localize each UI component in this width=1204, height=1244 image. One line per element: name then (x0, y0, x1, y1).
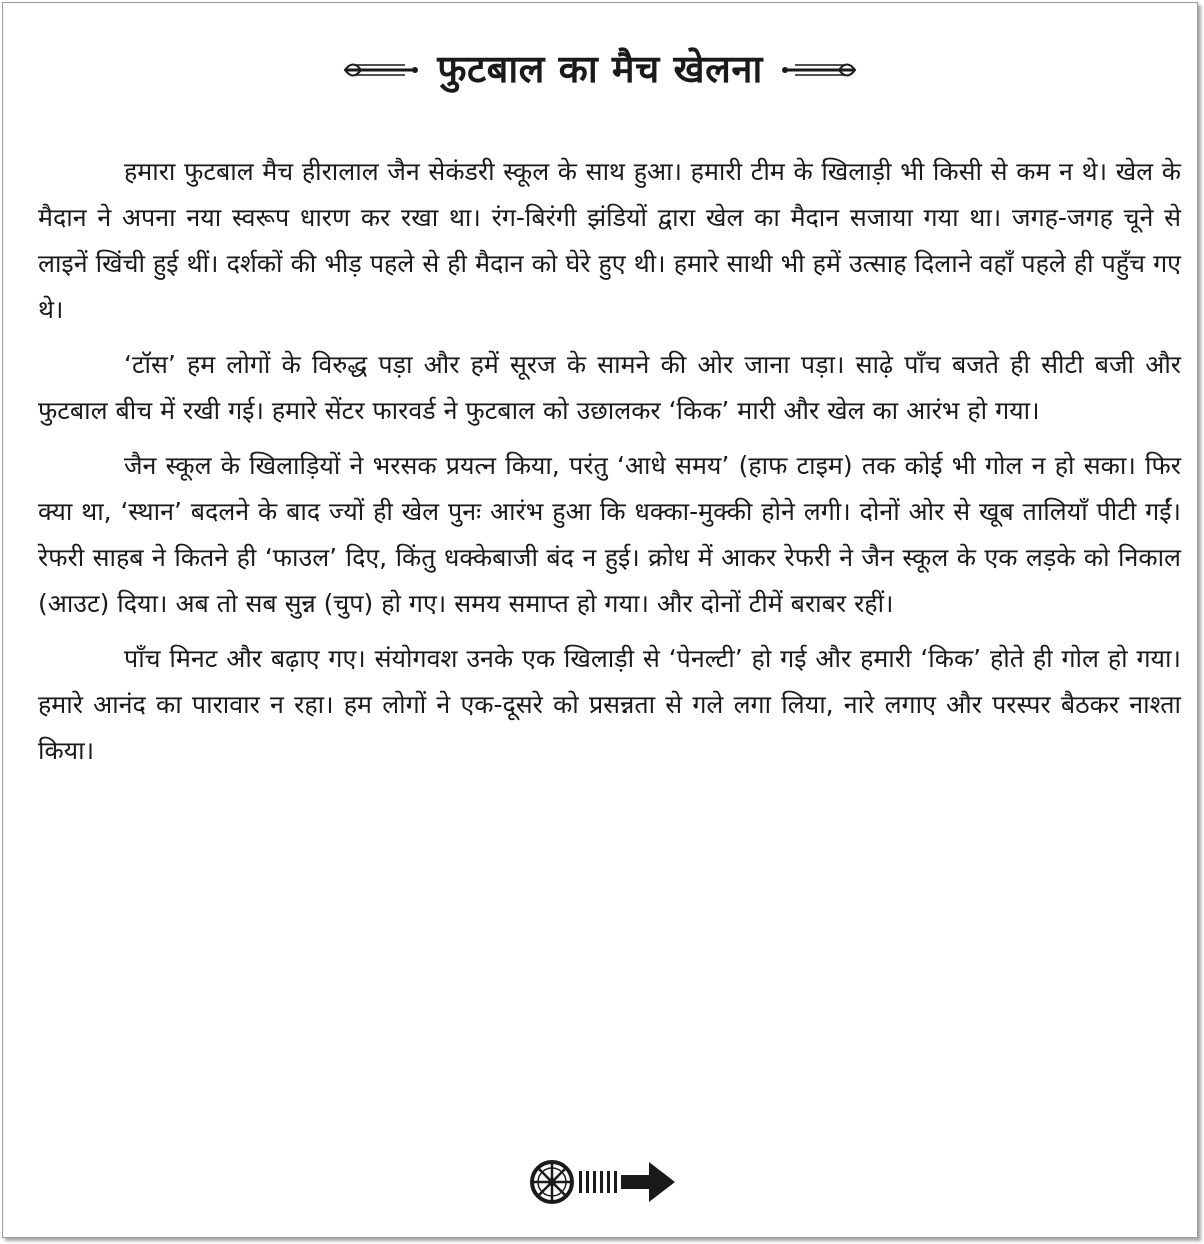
paragraph-4: पाँच मिनट और बढ़ाए गए। संयोगवश उनके एक खिलाड़ी से ‘पेनल्टी’ हो गई और हमारी ‘किक’ होते ही गोल हो गया। हमारे आनंद का पारावार न रहा। हम लोगों ने एक-दूसरे को प्रसन्नता से गले लगा लिया, नारे लगाए और परस्पर बैठकर नाश्ता किया। (38, 644, 1181, 765)
paragraph-3: जैन स्कूल के खिलाड़ियों ने भरसक प्रयत्न किया, परंतु ‘आधे समय’ (हाफ टाइम) तक कोई भी गोल न हो सका। फिर क्या था, ‘स्थान’ बदलने के बाद ज्यों ही खेल पुनः आरंभ हुआ कि धक्का-मुक्की होने लगी। दोनों ओर से खूब तालियाँ पीटी गईं। रेफरी साहब ने कितने ही ‘फाउल’ दिए, किंतु धक्केबाजी बंद न हुई। क्रोध में आकर रेफरी ने जैन स्कूल के एक लड़के को निकाल (आउट) दिया। अब तो सब सुन्न (चुप) हो गए। समय समाप्त हो गया। और दोनों टीमें बराबर रहीं। (38, 451, 1181, 618)
paragraph-1: हमारा फुटबाल मैच हीरालाल जैन सेकंडरी स्कूल के साथ हुआ। हमारी टीम के खिलाड़ी भी किसी से कम न थे। खेल के मैदान ने अपना नया स्वरूप धारण कर रखा था। रंग-बिरंगी झंडियों द्वारा खेल का मैदान सजाया गया था। जगह-जगह चूने से लाइनें खिंची हुई थीं। दर्शकों की भीड़ पहले से ही मैदान को घेरे हुए थी। हमारे साथी भी हमें उत्साह दिलाने वहाँ पहले ही पहुँच गए थे। (38, 157, 1181, 324)
wheel-arrow-icon (529, 1159, 679, 1205)
essay-body (38, 149, 1181, 783)
right-ornament-icon (781, 56, 859, 84)
title-row (3, 43, 1197, 96)
left-ornament-icon (341, 56, 419, 84)
page-title: फुटबाल का मैच खेलना (437, 47, 763, 91)
paragraph-2: ‘टॉस’ हम लोगों के विरुद्ध पड़ा और हमें सूरज के सामने की ओर जाना पड़ा। साढ़े पाँच बजते ही सीटी बजी और फुटबाल बीच में रखी गई। हमारे सेंटर फारवर्ड ने फुटबाल को उछालकर ‘किक’ मारी और खेल का आरंभ हो गया। (38, 350, 1181, 425)
page-frame (2, 2, 1198, 1238)
